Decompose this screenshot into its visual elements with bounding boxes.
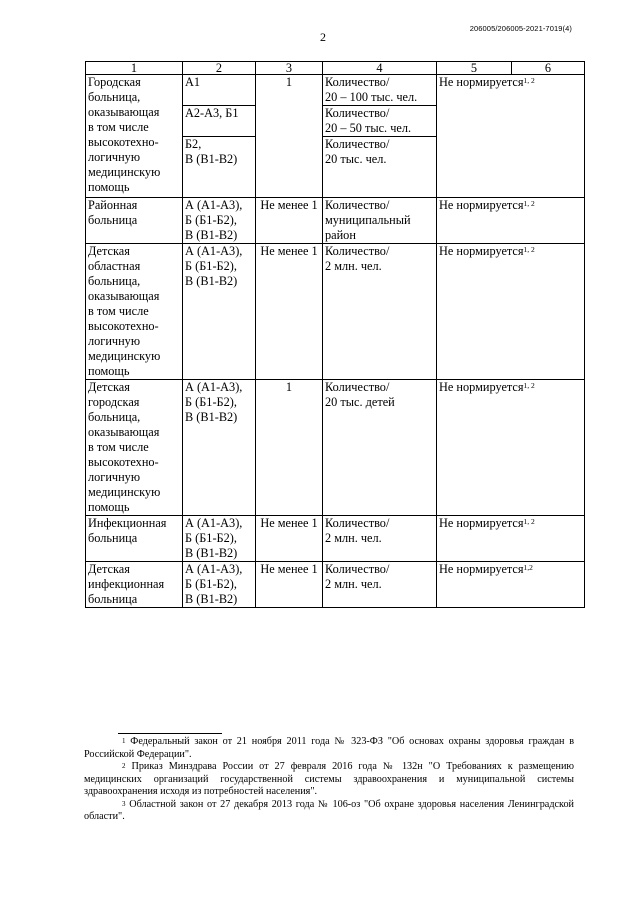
- norm-text: Не нормируется: [439, 380, 524, 394]
- cell-line: оказывающая: [88, 105, 160, 119]
- cell-line: Городская: [88, 75, 141, 89]
- quantity-cell: [256, 244, 323, 380]
- footnote-mark: 2: [122, 762, 126, 770]
- cell-line: Количество/: [325, 198, 390, 212]
- norm-text: Не нормируется: [439, 562, 524, 576]
- cell-line: Количество/: [325, 106, 390, 120]
- cell-line: медицинскую: [88, 485, 161, 499]
- footnote-separator: [118, 733, 222, 734]
- cell-line: А (А1-А3),: [185, 562, 243, 576]
- cell-line: А (А1-А3),: [185, 380, 243, 394]
- quantity-value: Не менее 1: [260, 516, 318, 530]
- cell-line: городская: [88, 395, 140, 409]
- cell-line: инфекционная: [88, 577, 165, 591]
- cell-line: В (В1-В2): [185, 152, 238, 166]
- quantity-value: 1: [285, 75, 293, 89]
- cell-line: Б (Б1-Б2),: [185, 259, 237, 273]
- cell-line: Б (Б1-Б2),: [185, 577, 237, 591]
- cell-line: в том числе: [88, 120, 149, 134]
- cell-line: высокотехно-: [88, 319, 159, 333]
- cell-line: 20 тыс. чел.: [325, 152, 387, 166]
- cell-line: больница: [88, 531, 138, 545]
- norm-cell: [437, 516, 585, 562]
- norms-table: [85, 61, 585, 608]
- norm-text: Не нормируется: [439, 516, 524, 530]
- category-cell: [183, 244, 256, 380]
- norm-text: Не нормируется: [439, 198, 524, 212]
- cell-line: Количество/: [325, 380, 390, 394]
- footnote-text: Федеральный закон от 21 ноября 2011 года № 323-ФЗ "Об основах охраны здоровья граждан в Российской Федерации".: [84, 736, 575, 760]
- indicator-cell: [323, 516, 437, 562]
- cell-line: 20 тыс. детей: [325, 395, 395, 409]
- page-number: 2: [320, 30, 326, 44]
- cell-line: медицинскую: [88, 165, 161, 179]
- category-cell: [183, 75, 256, 198]
- cell-line: В (В1-В2): [185, 228, 238, 242]
- cell-line: больница,: [88, 274, 141, 288]
- cell-line: высокотехно-: [88, 135, 159, 149]
- indicator-subcell: [323, 105, 436, 136]
- footnote-text: Приказ Минздрава России от 27 февраля 2016 года № 132н "О Требованиях к размещению медицинских организаций государственной системы здравоохранения и муниципальной системы здравоохранения исходя из потребностей населения".: [84, 761, 575, 797]
- category-subcell: [183, 75, 255, 105]
- norm-footnote-ref: 1, 2: [523, 245, 535, 254]
- col-header-2: 2: [183, 62, 256, 75]
- category-subcell: [183, 105, 255, 136]
- cell-line: В (В1-В2): [185, 410, 238, 424]
- indicator-cell: [323, 198, 437, 244]
- cell-line: больница: [88, 213, 138, 227]
- col-header-4: 4: [323, 62, 437, 75]
- cell-line: 20 – 100 тыс. чел.: [325, 90, 418, 104]
- cell-line: В (В1-В2): [185, 274, 238, 288]
- indicator-cell: [323, 75, 437, 198]
- category-cell: [183, 198, 256, 244]
- cell-line: медицинскую: [88, 349, 161, 363]
- category-cell: [183, 380, 256, 516]
- cell-line: 2 млн. чел.: [325, 259, 382, 273]
- indicator-subcell: [323, 75, 436, 105]
- cell-line: 2 млн. чел.: [325, 577, 382, 591]
- cell-line: район: [325, 228, 356, 242]
- cell-line: помощь: [88, 180, 130, 194]
- cell-line: логичную: [88, 334, 141, 348]
- indicator-cell: [323, 244, 437, 380]
- cell-line: В (В1-В2): [185, 546, 238, 560]
- footnotes: [84, 736, 574, 824]
- cell-line: А (А1-А3),: [185, 244, 243, 258]
- norm-cell: [437, 244, 585, 380]
- table-row: [86, 516, 585, 562]
- norm-text: Не нормируется: [439, 244, 524, 258]
- footnote-2: [84, 761, 574, 799]
- quantity-cell: [256, 562, 323, 608]
- quantity-cell: [256, 198, 323, 244]
- footnote-3: [84, 799, 574, 824]
- cell-line: 2 млн. чел.: [325, 531, 382, 545]
- cell-line: помощь: [88, 364, 130, 378]
- cell-line: Детская: [88, 380, 130, 394]
- footnote-mark: 3: [122, 799, 126, 808]
- table-row: [86, 562, 585, 608]
- col-header-3: 3: [256, 62, 323, 75]
- norm-footnote-ref: 1, 2: [523, 76, 535, 85]
- quantity-cell: [256, 380, 323, 516]
- cell-line: А2-А3, Б1: [185, 106, 239, 120]
- footnote-mark: 1: [122, 737, 126, 745]
- quantity-value: Не менее 1: [260, 244, 318, 258]
- norm-cell: [437, 198, 585, 244]
- table-header-row: [86, 62, 585, 75]
- cell-line: Инфекционная: [88, 516, 167, 530]
- cell-line: Б2,: [185, 137, 202, 151]
- norm-footnote-ref: 1, 2: [523, 381, 535, 390]
- norm-cell: [437, 562, 585, 608]
- col-header-5-6: [437, 62, 585, 75]
- facility-name-cell: [86, 75, 183, 198]
- cell-line: Детская: [88, 244, 130, 258]
- table-body: [86, 75, 585, 608]
- cell-line: Детская: [88, 562, 130, 576]
- cell-line: Б (Б1-Б2),: [185, 531, 237, 545]
- col-header-6: 6: [544, 61, 552, 75]
- cell-line: Б (Б1-Б2),: [185, 395, 237, 409]
- quantity-value: Не менее 1: [260, 198, 318, 212]
- footnote-text: Областной закон от 27 декабря 2013 года № 106-оз "Об охране здоровья населения Ленинградской области".: [84, 798, 575, 822]
- cell-line: логичную: [88, 470, 141, 484]
- cell-line: Количество/: [325, 516, 390, 530]
- quantity-value: 1: [285, 380, 293, 394]
- cell-line: Количество/: [325, 137, 390, 151]
- facility-name-cell: [86, 244, 183, 380]
- indicator-cell: [323, 380, 437, 516]
- norm-footnote-ref: 1,2: [523, 563, 533, 572]
- norm-footnote-ref: 1, 2: [523, 517, 535, 526]
- cell-line: логичную: [88, 150, 141, 164]
- norm-cell: [437, 75, 585, 198]
- norm-cell: [437, 380, 585, 516]
- norm-footnote-ref: 1, 2: [523, 199, 535, 208]
- cell-line: высокотехно-: [88, 455, 159, 469]
- cell-line: Б (Б1-Б2),: [185, 213, 237, 227]
- cell-line: 20 – 50 тыс. чел.: [325, 121, 412, 135]
- col-header-1: 1: [86, 62, 183, 75]
- cell-line: в том числе: [88, 304, 149, 318]
- category-subcell: [183, 136, 255, 197]
- table-row: [86, 75, 585, 198]
- document-id: 206005/206005-2021-7019(4): [469, 24, 572, 33]
- cell-line: В (В1-В2): [185, 592, 238, 606]
- facility-name-cell: [86, 198, 183, 244]
- norm-text: Не нормируется: [439, 75, 524, 89]
- indicator-cell: [323, 562, 437, 608]
- table-row: [86, 198, 585, 244]
- quantity-cell: [256, 75, 323, 198]
- cell-line: оказывающая: [88, 425, 160, 439]
- table-row: [86, 244, 585, 380]
- cell-line: помощь: [88, 500, 130, 514]
- cell-line: больница: [88, 592, 138, 606]
- quantity-cell: [256, 516, 323, 562]
- cell-line: Количество/: [325, 244, 390, 258]
- quantity-value: Не менее 1: [260, 562, 318, 576]
- facility-name-cell: [86, 516, 183, 562]
- cell-line: больница,: [88, 410, 141, 424]
- table-row: [86, 380, 585, 516]
- cell-line: Районная: [88, 198, 138, 212]
- facility-name-cell: [86, 380, 183, 516]
- facility-name-cell: [86, 562, 183, 608]
- cell-line: оказывающая: [88, 289, 160, 303]
- category-cell: [183, 516, 256, 562]
- cell-line: Количество/: [325, 562, 390, 576]
- col-header-5: 5: [437, 62, 512, 74]
- cell-line: А (А1-А3),: [185, 198, 243, 212]
- cell-line: областная: [88, 259, 141, 273]
- indicator-subcell: [323, 136, 436, 197]
- footnote-1: [84, 736, 574, 761]
- cell-line: больница,: [88, 90, 141, 104]
- cell-line: А (А1-А3),: [185, 516, 243, 530]
- cell-line: муниципальный: [325, 213, 411, 227]
- cell-line: А1: [185, 75, 201, 89]
- category-cell: [183, 562, 256, 608]
- cell-line: Количество/: [325, 75, 390, 89]
- cell-line: в том числе: [88, 440, 149, 454]
